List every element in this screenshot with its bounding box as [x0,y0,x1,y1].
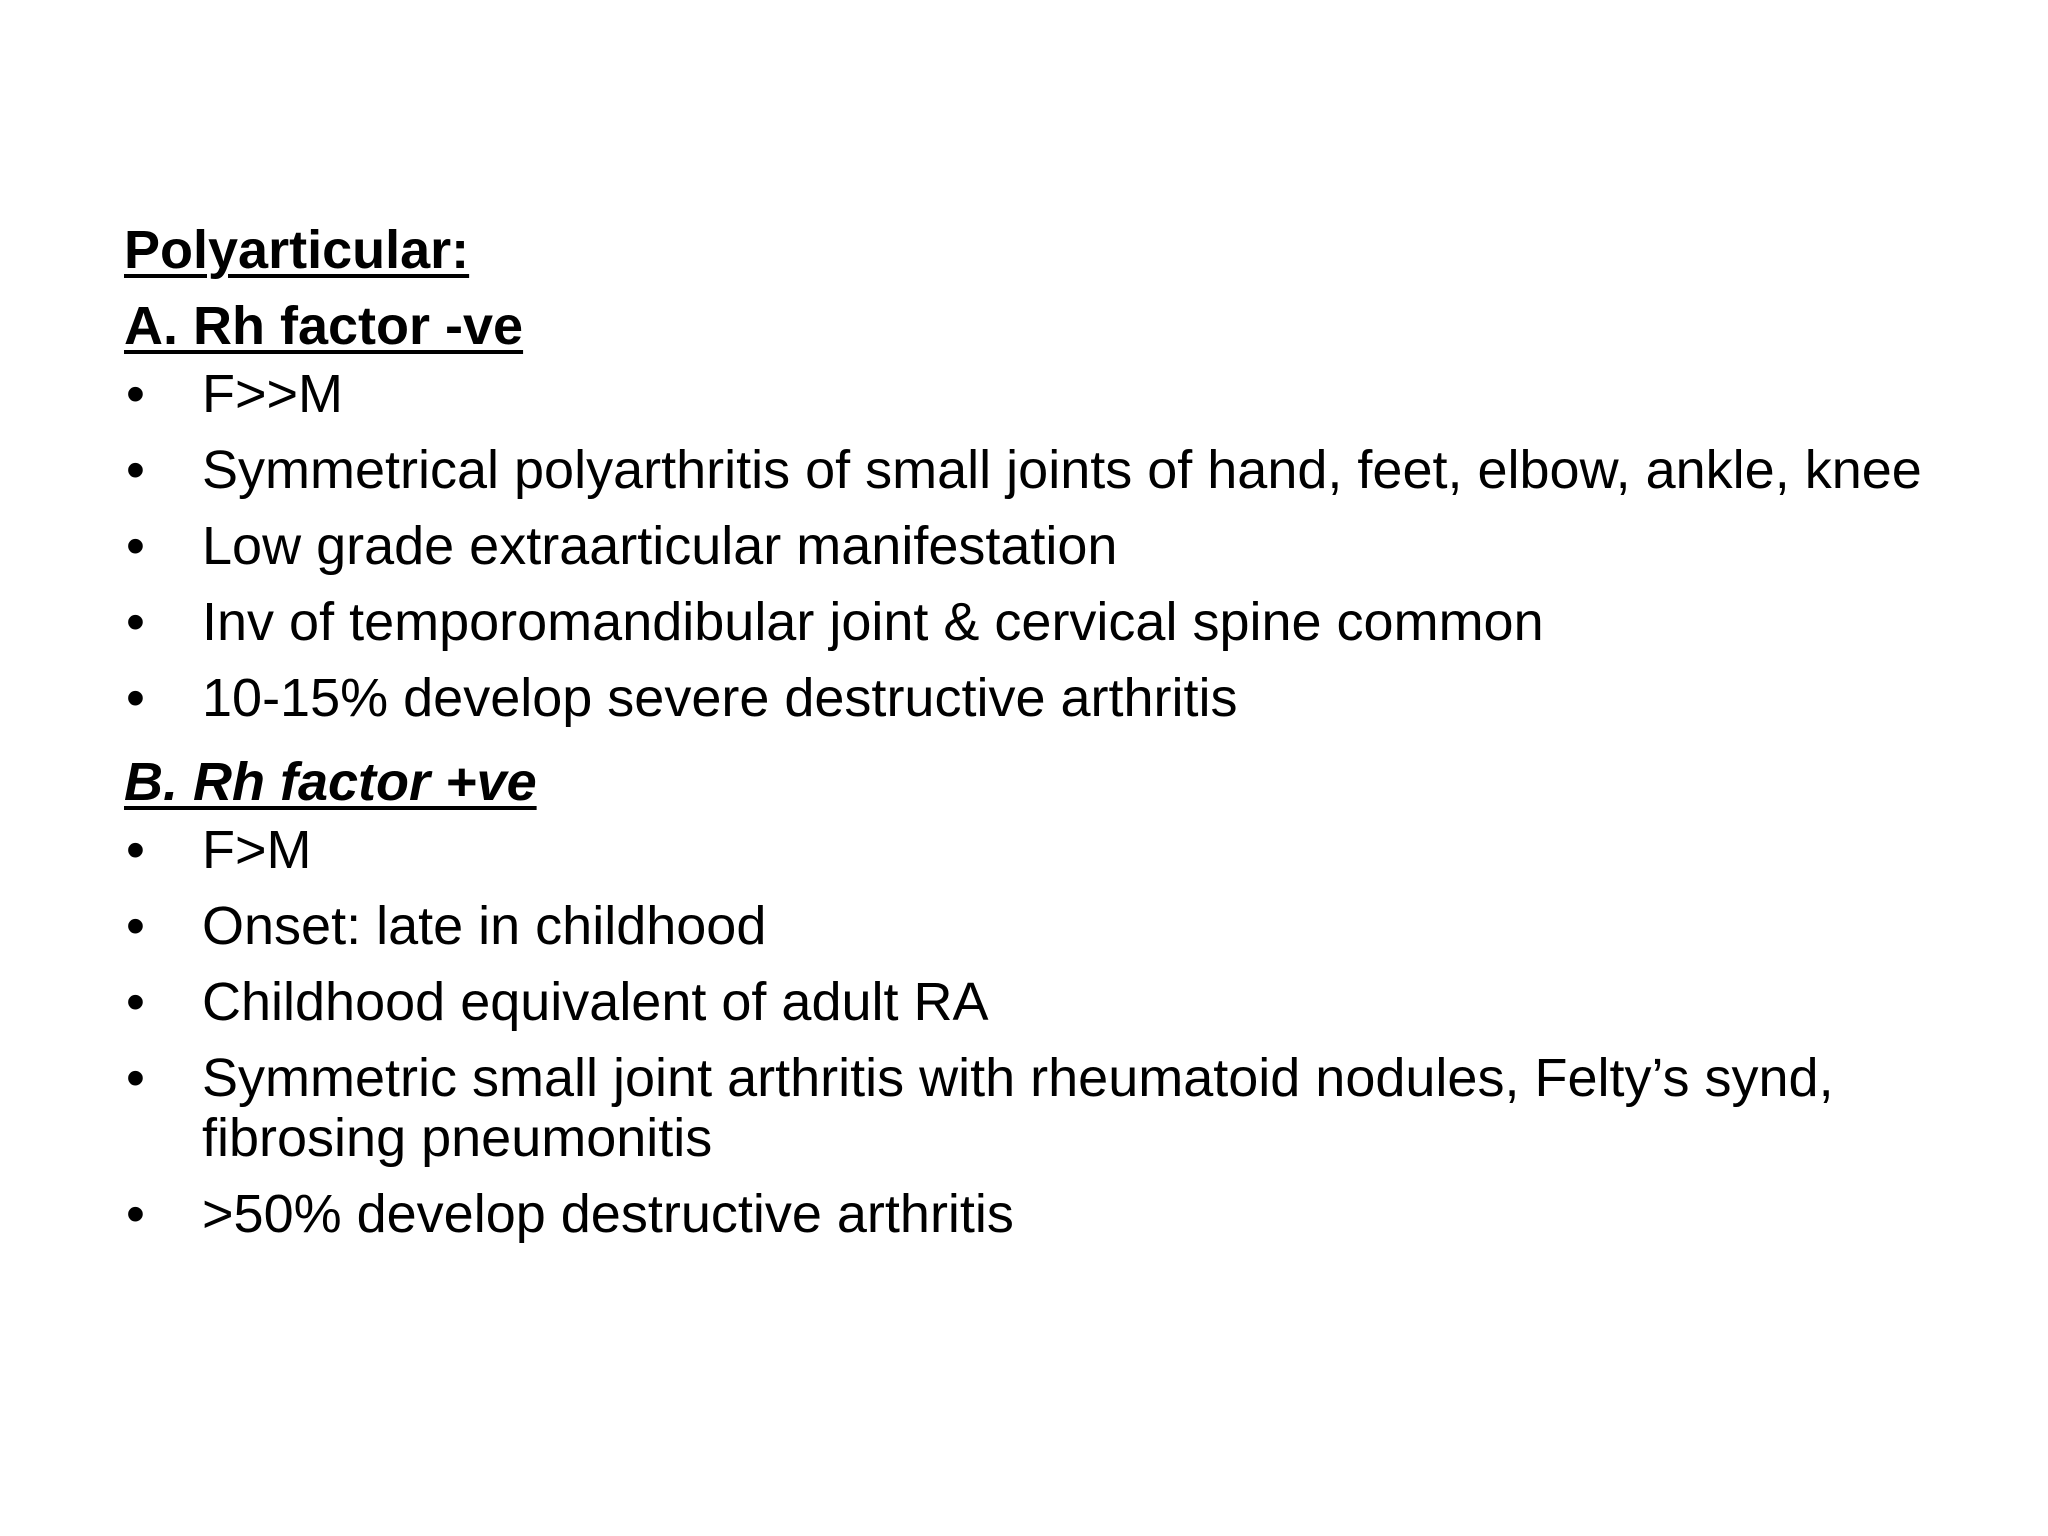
slide-title: Polyarticular: [124,220,470,280]
slide-content [124,212,1964,1260]
bullet-icon: • [126,440,145,500]
bullet-icon: • [126,820,145,880]
section-b-heading: B. Rh factor +ve [124,752,537,812]
bullet-icon: • [126,896,145,956]
list-item [124,516,1964,576]
bullet-icon: • [126,516,145,576]
list-item-text: Childhood equivalent of adult RA [202,972,989,1032]
list-item [124,1184,1964,1244]
list-item-text: 10-15% develop severe destructive arthritis [202,668,1238,728]
section-b-list [124,820,1964,1244]
list-item [124,440,1964,500]
bullet-icon: • [126,364,145,424]
list-item-text: Low grade extraarticular manifestation [202,516,1118,576]
list-item-text: Symmetric small joint arthritis with rheumatoid nodules, Felty’s synd, fibrosing pneumonitis [202,1048,1834,1168]
bullet-icon: • [126,972,145,1032]
section-a-list [124,364,1964,728]
list-item [124,972,1964,1032]
list-item [124,820,1964,880]
list-item-text: Symmetrical polyarthritis of small joints of hand, feet, elbow, ankle, knee [202,440,1922,500]
list-item [124,896,1964,956]
list-item-text: F>>M [202,364,344,424]
list-item-text: Onset: late in childhood [202,896,767,956]
bullet-icon: • [126,1048,145,1108]
section-a-heading: A. Rh factor -ve [124,296,524,356]
list-item [124,364,1964,424]
bullet-icon: • [126,1184,145,1244]
list-item-text: F>M [202,820,312,880]
list-item [124,1048,1964,1168]
bullet-icon: • [126,668,145,728]
bullet-icon: • [126,592,145,652]
list-item-text: Inv of temporomandibular joint & cervical spine common [202,592,1544,652]
list-item [124,592,1964,652]
list-item-text: >50% develop destructive arthritis [202,1184,1014,1244]
list-item [124,668,1964,728]
